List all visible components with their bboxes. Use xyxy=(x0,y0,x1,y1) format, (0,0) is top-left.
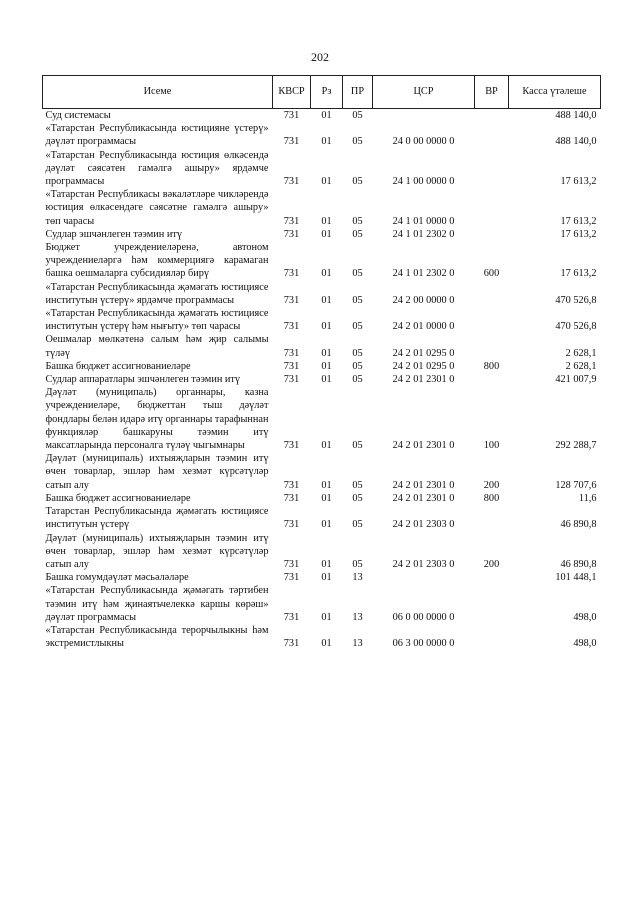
cell-pr: 05 xyxy=(352,374,363,386)
cell-vr: 600 xyxy=(483,268,500,280)
table-row xyxy=(43,360,601,373)
cell-csr: 24 1 01 0000 0 xyxy=(392,215,455,227)
cell-name: Дәүләт (муниципаль) органнары, казна учреждениеләре, бюджеттан тыш дәүләт фондлары белән идарә итү органнары тарафыннан функцияләр башкаруны тәэмин итү максатларында персоналга түләү чыгымнары xyxy=(45,387,269,452)
cell-pr: 05 xyxy=(352,294,363,306)
cell-amount: 11,6 xyxy=(578,492,597,504)
cell-pr: 05 xyxy=(352,519,363,531)
cell-amount: 17 613,2 xyxy=(560,268,597,280)
cell-name: Судлар эшчәнлеген тәэмин итү xyxy=(45,228,183,240)
cell-kvsr: 731 xyxy=(283,611,300,623)
cell-name: «Татарстан Республикасында терорчылыкны һәм экстремистлыкны xyxy=(45,624,269,650)
cell-rz: 01 xyxy=(321,519,332,531)
cell-name: «Татарстан Республикасында җәмәгать юстициясе институтын үстерү» ярдәмче программасы xyxy=(45,281,269,306)
cell-kvsr: 731 xyxy=(283,347,300,359)
table-header-row xyxy=(43,76,601,109)
cell-pr: 05 xyxy=(352,176,363,188)
cell-kvsr: 731 xyxy=(283,440,300,452)
cell-rz: 01 xyxy=(321,294,332,306)
table-row xyxy=(43,505,601,531)
cell-pr: 13 xyxy=(352,638,363,650)
cell-csr: 24 1 01 2302 0 xyxy=(392,228,455,240)
cell-kvsr: 731 xyxy=(283,479,300,491)
cell-rz: 01 xyxy=(321,611,332,623)
cell-vr xyxy=(475,109,509,123)
cell-pr: 05 xyxy=(352,347,363,359)
header-pr: ПР xyxy=(343,76,373,109)
cell-csr: 24 0 00 0000 0 xyxy=(392,136,455,148)
cell-vr xyxy=(475,624,509,650)
cell-rz: 01 xyxy=(321,479,332,491)
cell-amount: 470 526,8 xyxy=(555,294,597,306)
cell-vr: 200 xyxy=(483,558,500,570)
header-vr: ВР xyxy=(475,76,509,109)
cell-amount: 46 890,8 xyxy=(560,558,597,570)
cell-vr xyxy=(475,122,509,148)
cell-name: Башка бюджет ассигнованиеләре xyxy=(45,492,191,504)
table-row xyxy=(43,373,601,386)
cell-amount: 292 288,7 xyxy=(555,440,597,452)
cell-pr: 05 xyxy=(352,479,363,491)
table-row xyxy=(43,492,601,505)
header-name: Исеме xyxy=(43,76,273,109)
cell-rz: 01 xyxy=(321,492,332,504)
cell-kvsr: 731 xyxy=(283,321,300,333)
cell-vr: 800 xyxy=(483,360,500,372)
cell-pr: 05 xyxy=(352,268,363,280)
table-row xyxy=(43,149,601,189)
cell-rz: 01 xyxy=(321,440,332,452)
cell-rz: 01 xyxy=(321,638,332,650)
cell-pr: 05 xyxy=(352,558,363,570)
cell-amount: 17 613,2 xyxy=(560,228,597,240)
cell-csr: 06 3 00 0000 0 xyxy=(392,638,455,650)
table-row xyxy=(43,109,601,123)
cell-csr: 24 2 01 0295 0 xyxy=(392,347,455,359)
cell-name: Башка бюджет ассигнованиеләре xyxy=(45,360,191,372)
cell-amount: 101 448,1 xyxy=(555,572,597,584)
cell-name: Татарстан Республикасында җәмәгать юстициясе институтын үстерү xyxy=(45,506,269,531)
cell-name: «Татарстан Республикасында юстицияне үстерү» дәүләт программасы xyxy=(45,123,269,148)
cell-vr xyxy=(475,281,509,307)
cell-vr: 100 xyxy=(483,440,500,452)
cell-vr xyxy=(475,373,509,386)
cell-csr: 24 2 01 2301 0 xyxy=(392,374,455,386)
cell-pr: 05 xyxy=(352,440,363,452)
table-row xyxy=(43,333,601,359)
cell-rz: 01 xyxy=(321,347,332,359)
cell-vr xyxy=(475,307,509,333)
cell-kvsr: 731 xyxy=(283,294,300,306)
cell-vr: 200 xyxy=(483,479,500,491)
cell-amount: 128 707,6 xyxy=(555,479,597,491)
cell-name: «Татарстан Республикасында җәмәгать юстициясе институтын үстерү һәм нығыту» төп чарасы xyxy=(45,308,269,333)
cell-pr: 13 xyxy=(352,611,363,623)
cell-csr: 24 2 01 0000 0 xyxy=(392,321,455,333)
cell-name: «Татарстан Республикасында юстиция өлкәсендә дәүләт сәясәтен гамәлгә ашыру» ярдәмче программасы xyxy=(45,149,269,188)
cell-rz: 01 xyxy=(321,110,332,121)
cell-name: Дәүләт (муниципаль) ихтыяҗларын тәэмин итү өчен товарлар, эшләр һәм хезмәт күрсәтүләр сатып алу xyxy=(45,532,269,570)
cell-vr xyxy=(475,505,509,531)
cell-vr: 800 xyxy=(483,492,500,504)
cell-vr xyxy=(475,149,509,189)
table-row xyxy=(43,571,601,584)
cell-csr: 24 2 01 0295 0 xyxy=(392,360,455,372)
cell-name: Башка гомумдәүләт мәсьәләләре xyxy=(45,572,189,584)
cell-name: Судлар аппаратлары эшчәнлеген тәэмин итү xyxy=(45,374,241,386)
cell-kvsr: 731 xyxy=(283,110,300,121)
cell-rz: 01 xyxy=(321,360,332,372)
cell-vr xyxy=(475,228,509,241)
cell-pr: 05 xyxy=(352,321,363,333)
cell-amount: 488 140,0 xyxy=(555,136,597,148)
table-row xyxy=(43,386,601,452)
table-row xyxy=(43,452,601,492)
cell-csr xyxy=(373,571,475,584)
cell-rz: 01 xyxy=(321,228,332,240)
cell-kvsr: 731 xyxy=(283,572,300,584)
cell-amount: 17 613,2 xyxy=(560,176,597,188)
cell-pr: 05 xyxy=(352,492,363,504)
cell-csr: 24 2 01 2303 0 xyxy=(392,558,455,570)
cell-name: Бюджет учреждениеләренә, автоном учреждениеләргә һәм коммерциягә карамаган башка оешмаларга субсидияләр бирү xyxy=(45,242,269,280)
cell-rz: 01 xyxy=(321,215,332,227)
cell-kvsr: 731 xyxy=(283,228,300,240)
page-number: 202 xyxy=(311,50,329,64)
cell-csr xyxy=(373,109,475,123)
cell-csr: 24 2 01 2301 0 xyxy=(392,479,455,491)
table-row xyxy=(43,241,601,281)
header-rz: Рз xyxy=(311,76,343,109)
cell-vr xyxy=(475,188,509,228)
cell-amount: 498,0 xyxy=(573,638,597,650)
cell-name: «Татарстан Республикасында җәмәгать тәртибен тәэмин итү һәм җинаятьчелеккә каршы көрәш» дәүләт программасы xyxy=(45,585,269,623)
cell-kvsr: 731 xyxy=(283,492,300,504)
cell-csr: 24 2 01 2303 0 xyxy=(392,519,455,531)
table-row xyxy=(43,584,601,624)
header-kvsr: КВСР xyxy=(273,76,311,109)
header-kassa: Касса үтәлеше xyxy=(509,76,601,109)
cell-csr: 24 2 01 2301 0 xyxy=(392,492,455,504)
cell-rz: 01 xyxy=(321,558,332,570)
cell-kvsr: 731 xyxy=(283,176,300,188)
cell-amount: 421 007,9 xyxy=(555,374,597,386)
cell-pr: 05 xyxy=(352,215,363,227)
table-row xyxy=(43,228,601,241)
table-row xyxy=(43,624,601,650)
cell-name: Оешмалар мөлкәтенә салым һәм җир салымы түләү xyxy=(45,334,269,359)
cell-kvsr: 731 xyxy=(283,215,300,227)
table-body xyxy=(43,109,601,651)
cell-kvsr: 731 xyxy=(283,374,300,386)
cell-rz: 01 xyxy=(321,374,332,386)
cell-csr: 24 1 00 0000 0 xyxy=(392,176,455,188)
cell-kvsr: 731 xyxy=(283,268,300,280)
cell-pr: 13 xyxy=(352,572,363,584)
table-row xyxy=(43,532,601,572)
cell-csr: 06 0 00 0000 0 xyxy=(392,611,455,623)
cell-amount: 46 890,8 xyxy=(560,519,597,531)
cell-rz: 01 xyxy=(321,176,332,188)
cell-amount: 2 628,1 xyxy=(565,360,597,372)
table-row xyxy=(43,307,601,333)
cell-rz: 01 xyxy=(321,321,332,333)
cell-rz: 01 xyxy=(321,268,332,280)
cell-pr: 05 xyxy=(352,360,363,372)
cell-amount: 17 613,2 xyxy=(560,215,597,227)
cell-kvsr: 731 xyxy=(283,558,300,570)
cell-amount: 470 526,8 xyxy=(555,321,597,333)
cell-csr: 24 2 00 0000 0 xyxy=(392,294,455,306)
header-csr: ЦСР xyxy=(373,76,475,109)
cell-amount: 488 140,0 xyxy=(555,110,597,121)
cell-name: «Татарстан Республикасы вәкаләтләре чикләрендә юстиция өлкәсендәге сәясәтне гамәлгә ашыру» төп чарасы xyxy=(45,189,269,227)
cell-csr: 24 2 01 2301 0 xyxy=(392,440,455,452)
budget-table xyxy=(42,75,601,650)
cell-kvsr: 731 xyxy=(283,638,300,650)
cell-pr: 05 xyxy=(352,110,363,121)
cell-vr xyxy=(475,333,509,359)
cell-pr: 05 xyxy=(352,136,363,148)
cell-kvsr: 731 xyxy=(283,136,300,148)
cell-kvsr: 731 xyxy=(283,519,300,531)
cell-vr xyxy=(475,584,509,624)
cell-amount: 498,0 xyxy=(573,611,597,623)
cell-pr: 05 xyxy=(352,228,363,240)
cell-name: Суд системасы xyxy=(45,110,111,121)
cell-csr: 24 1 01 2302 0 xyxy=(392,268,455,280)
cell-vr xyxy=(475,571,509,584)
cell-amount: 2 628,1 xyxy=(565,347,597,359)
cell-kvsr: 731 xyxy=(283,360,300,372)
table-row xyxy=(43,122,601,148)
cell-rz: 01 xyxy=(321,136,332,148)
cell-name: Дәүләт (муниципаль) ихтыяҗларын тәэмин итү өчен товарлар, эшләр һәм хезмәт күрсәтүләр сатып алу xyxy=(45,453,269,491)
table-row xyxy=(43,281,601,307)
cell-rz: 01 xyxy=(321,572,332,584)
table-row xyxy=(43,188,601,228)
